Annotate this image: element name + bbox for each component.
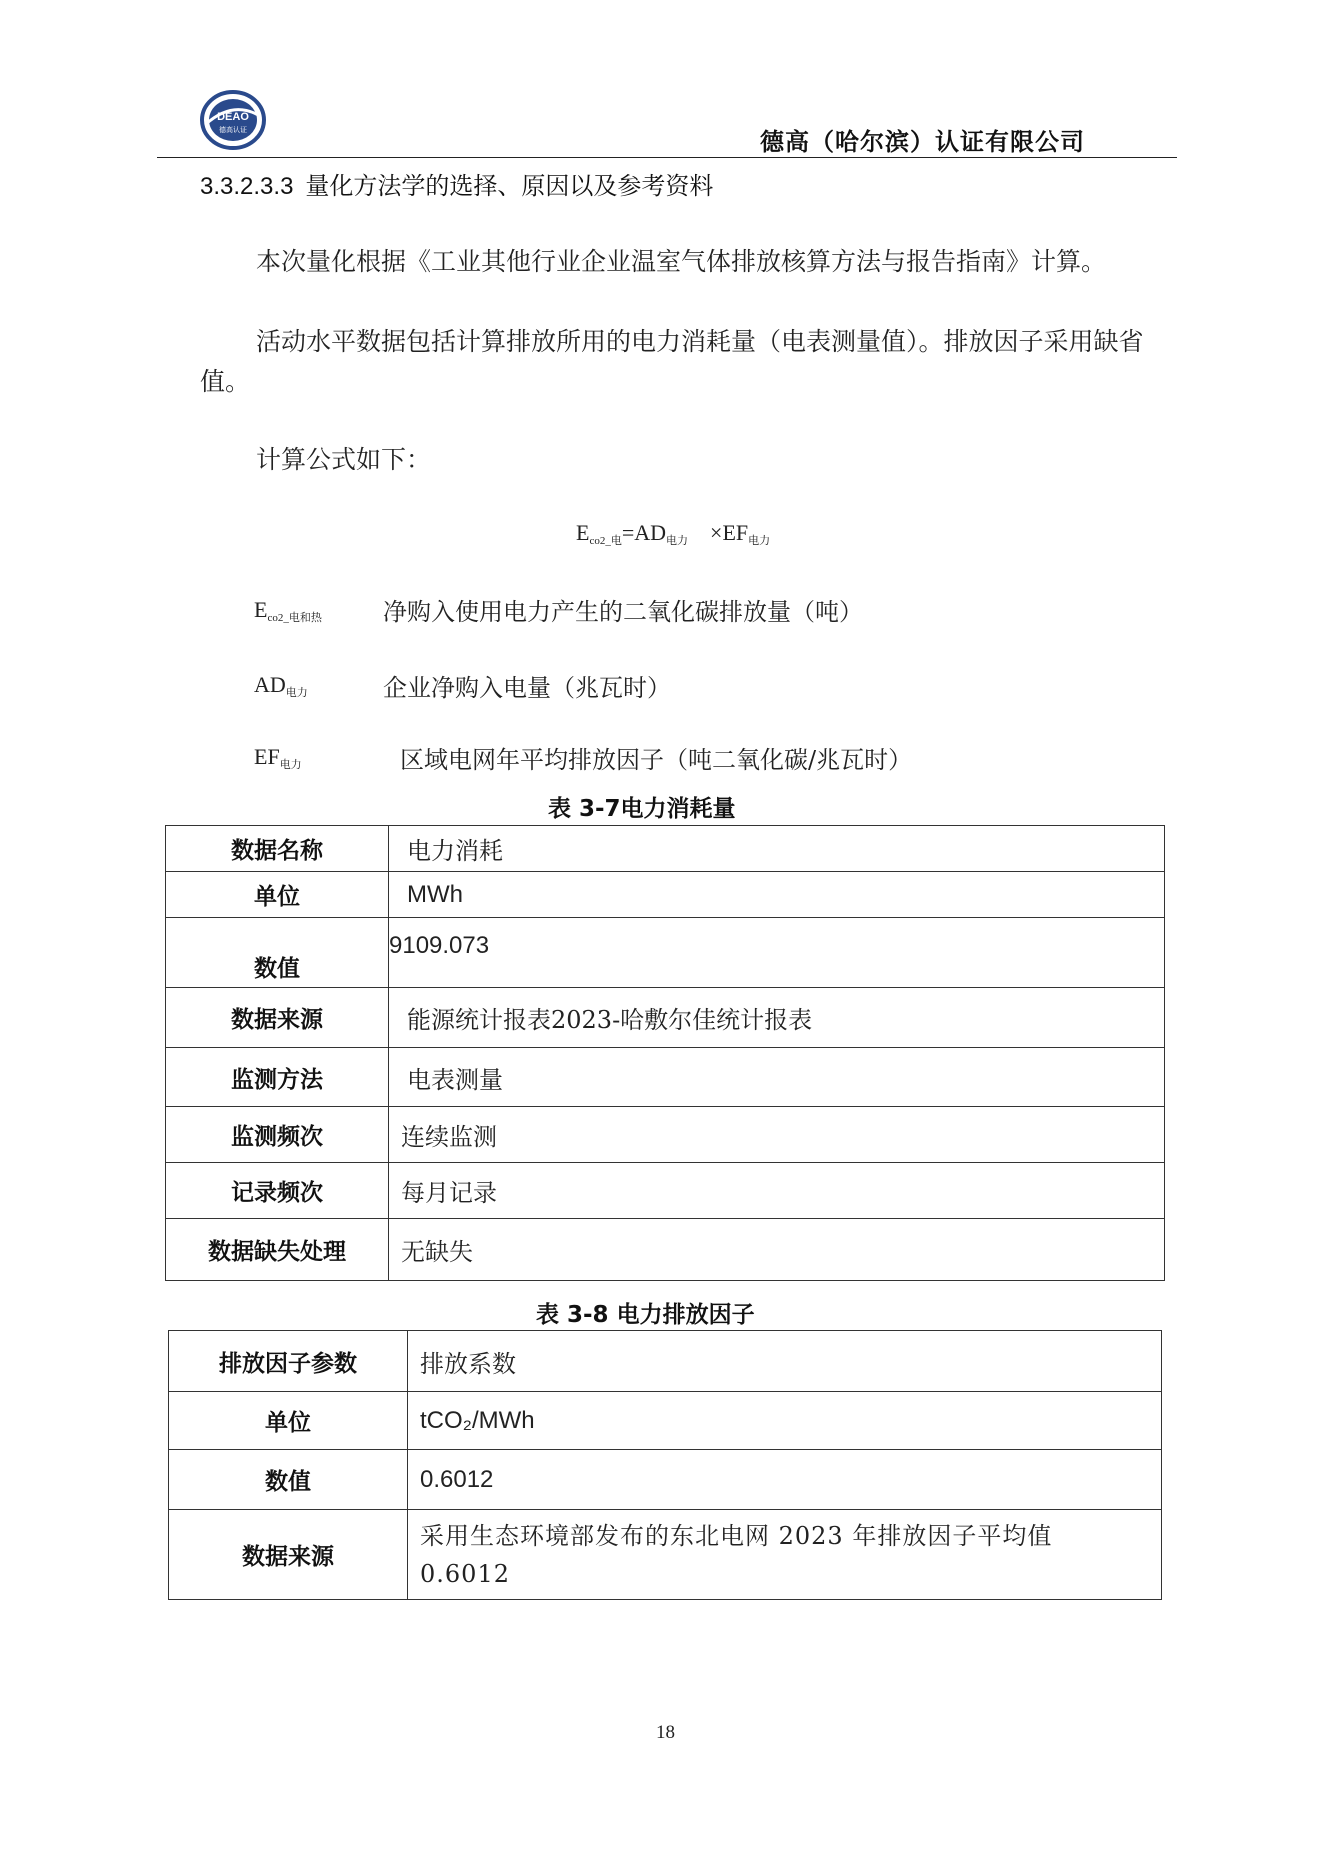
formula-lhs-sub: co2_电 [589,535,622,547]
formula-ad-sub: 电力 [666,535,689,547]
table-row [169,1450,1162,1510]
page-number: 18 [656,1722,675,1743]
company-logo [200,90,266,150]
table-row [166,1107,1165,1163]
table-row [166,1163,1165,1219]
table-key: 数据来源 [166,988,389,1048]
company-name: 德高（哈尔滨）认证有限公司 [760,128,1085,156]
table-value: 0.6012 [408,1450,1162,1510]
def-ef-sym: EF [254,744,280,769]
formula-ad: =AD [621,520,667,545]
table-key: 数据名称 [166,826,389,872]
formula-lhs: E [576,520,590,545]
source-line-1: 采用生态环境部发布的东北电网 2023 年排放因子平均值 [420,1521,1053,1550]
def-e-sym: E [254,597,268,622]
logo-text: DEAO [217,111,249,123]
table-value: 9109.073 [389,918,1165,988]
section-title-text: 量化方法学的选择、原因以及参考资料 [305,172,714,200]
table-row [166,826,1165,872]
table-key: 数据缺失处理 [166,1219,389,1281]
definition-symbol-ef [254,744,302,772]
table-value: tCO₂/MWh [408,1392,1162,1450]
definition-e-desc: 净购入使用电力产生的二氧化碳排放量（吨） [383,598,863,626]
paragraph-formula-intro: 计算公式如下： [256,445,432,474]
table-value: 每月记录 [389,1163,1165,1219]
table-value [408,1510,1162,1600]
table-value: 电表测量 [389,1048,1165,1107]
header-divider [157,157,1177,158]
table-row [166,988,1165,1048]
formula-ef-sub: 电力 [748,535,771,547]
definition-ef-desc: 区域电网年平均排放因子（吨二氧化碳/兆瓦时） [400,746,913,774]
formula-ef: ×EF [710,520,749,545]
table2-caption: 表 3-8 电力排放因子 [536,1302,755,1328]
table-value: 无缺失 [389,1219,1165,1281]
table1-caption: 表 3-7电力消耗量 [548,796,736,822]
table-key: 排放因子参数 [169,1331,408,1392]
table-row [166,918,1165,988]
def-ad-sym: AD [254,672,286,697]
emission-factor-table [168,1330,1162,1600]
table-key: 数据来源 [169,1510,408,1600]
section-number: 3.3.2.3.3 [200,173,294,200]
logo-subtext: 德高认证 [219,126,247,134]
section-heading [200,166,713,201]
table-key: 记录频次 [166,1163,389,1219]
table-row [166,872,1165,918]
table-value: MWh [389,872,1165,918]
table-row [166,1219,1165,1281]
table-row [166,1048,1165,1107]
def-ad-sub: 电力 [285,687,308,699]
definition-symbol-e [254,597,322,625]
definition-ad-desc: 企业净购入电量（兆瓦时） [383,674,671,702]
paragraph-guideline: 本次量化根据《工业其他行业企业温室气体排放核算方法与报告指南》计算。 [256,247,1107,276]
table-value: 连续监测 [389,1107,1165,1163]
table-key: 监测方法 [166,1048,389,1107]
table-key: 单位 [166,872,389,918]
emission-formula [576,520,770,548]
def-e-sub: co2_电和热 [267,612,322,624]
table-row [169,1392,1162,1450]
table-key: 数值 [169,1450,408,1510]
definition-symbol-ad [254,672,308,700]
table-key: 单位 [169,1392,408,1450]
table-row [169,1331,1162,1392]
table-key: 监测频次 [166,1107,389,1163]
table-key: 数值 [166,918,389,988]
table-row [169,1510,1162,1600]
def-ef-sub: 电力 [279,759,302,771]
table-value: 电力消耗 [389,826,1165,872]
electricity-consumption-table [165,825,1165,1281]
paragraph-activity-data: 活动水平数据包括计算排放所用的电力消耗量（电表测量值）。排放因子采用缺省值。 [200,327,1144,396]
table-value: 能源统计报表2023-哈敷尔佳统计报表 [389,988,1165,1048]
table-value: 排放系数 [408,1331,1162,1392]
source-line-2: 0.6012 [420,1559,510,1588]
